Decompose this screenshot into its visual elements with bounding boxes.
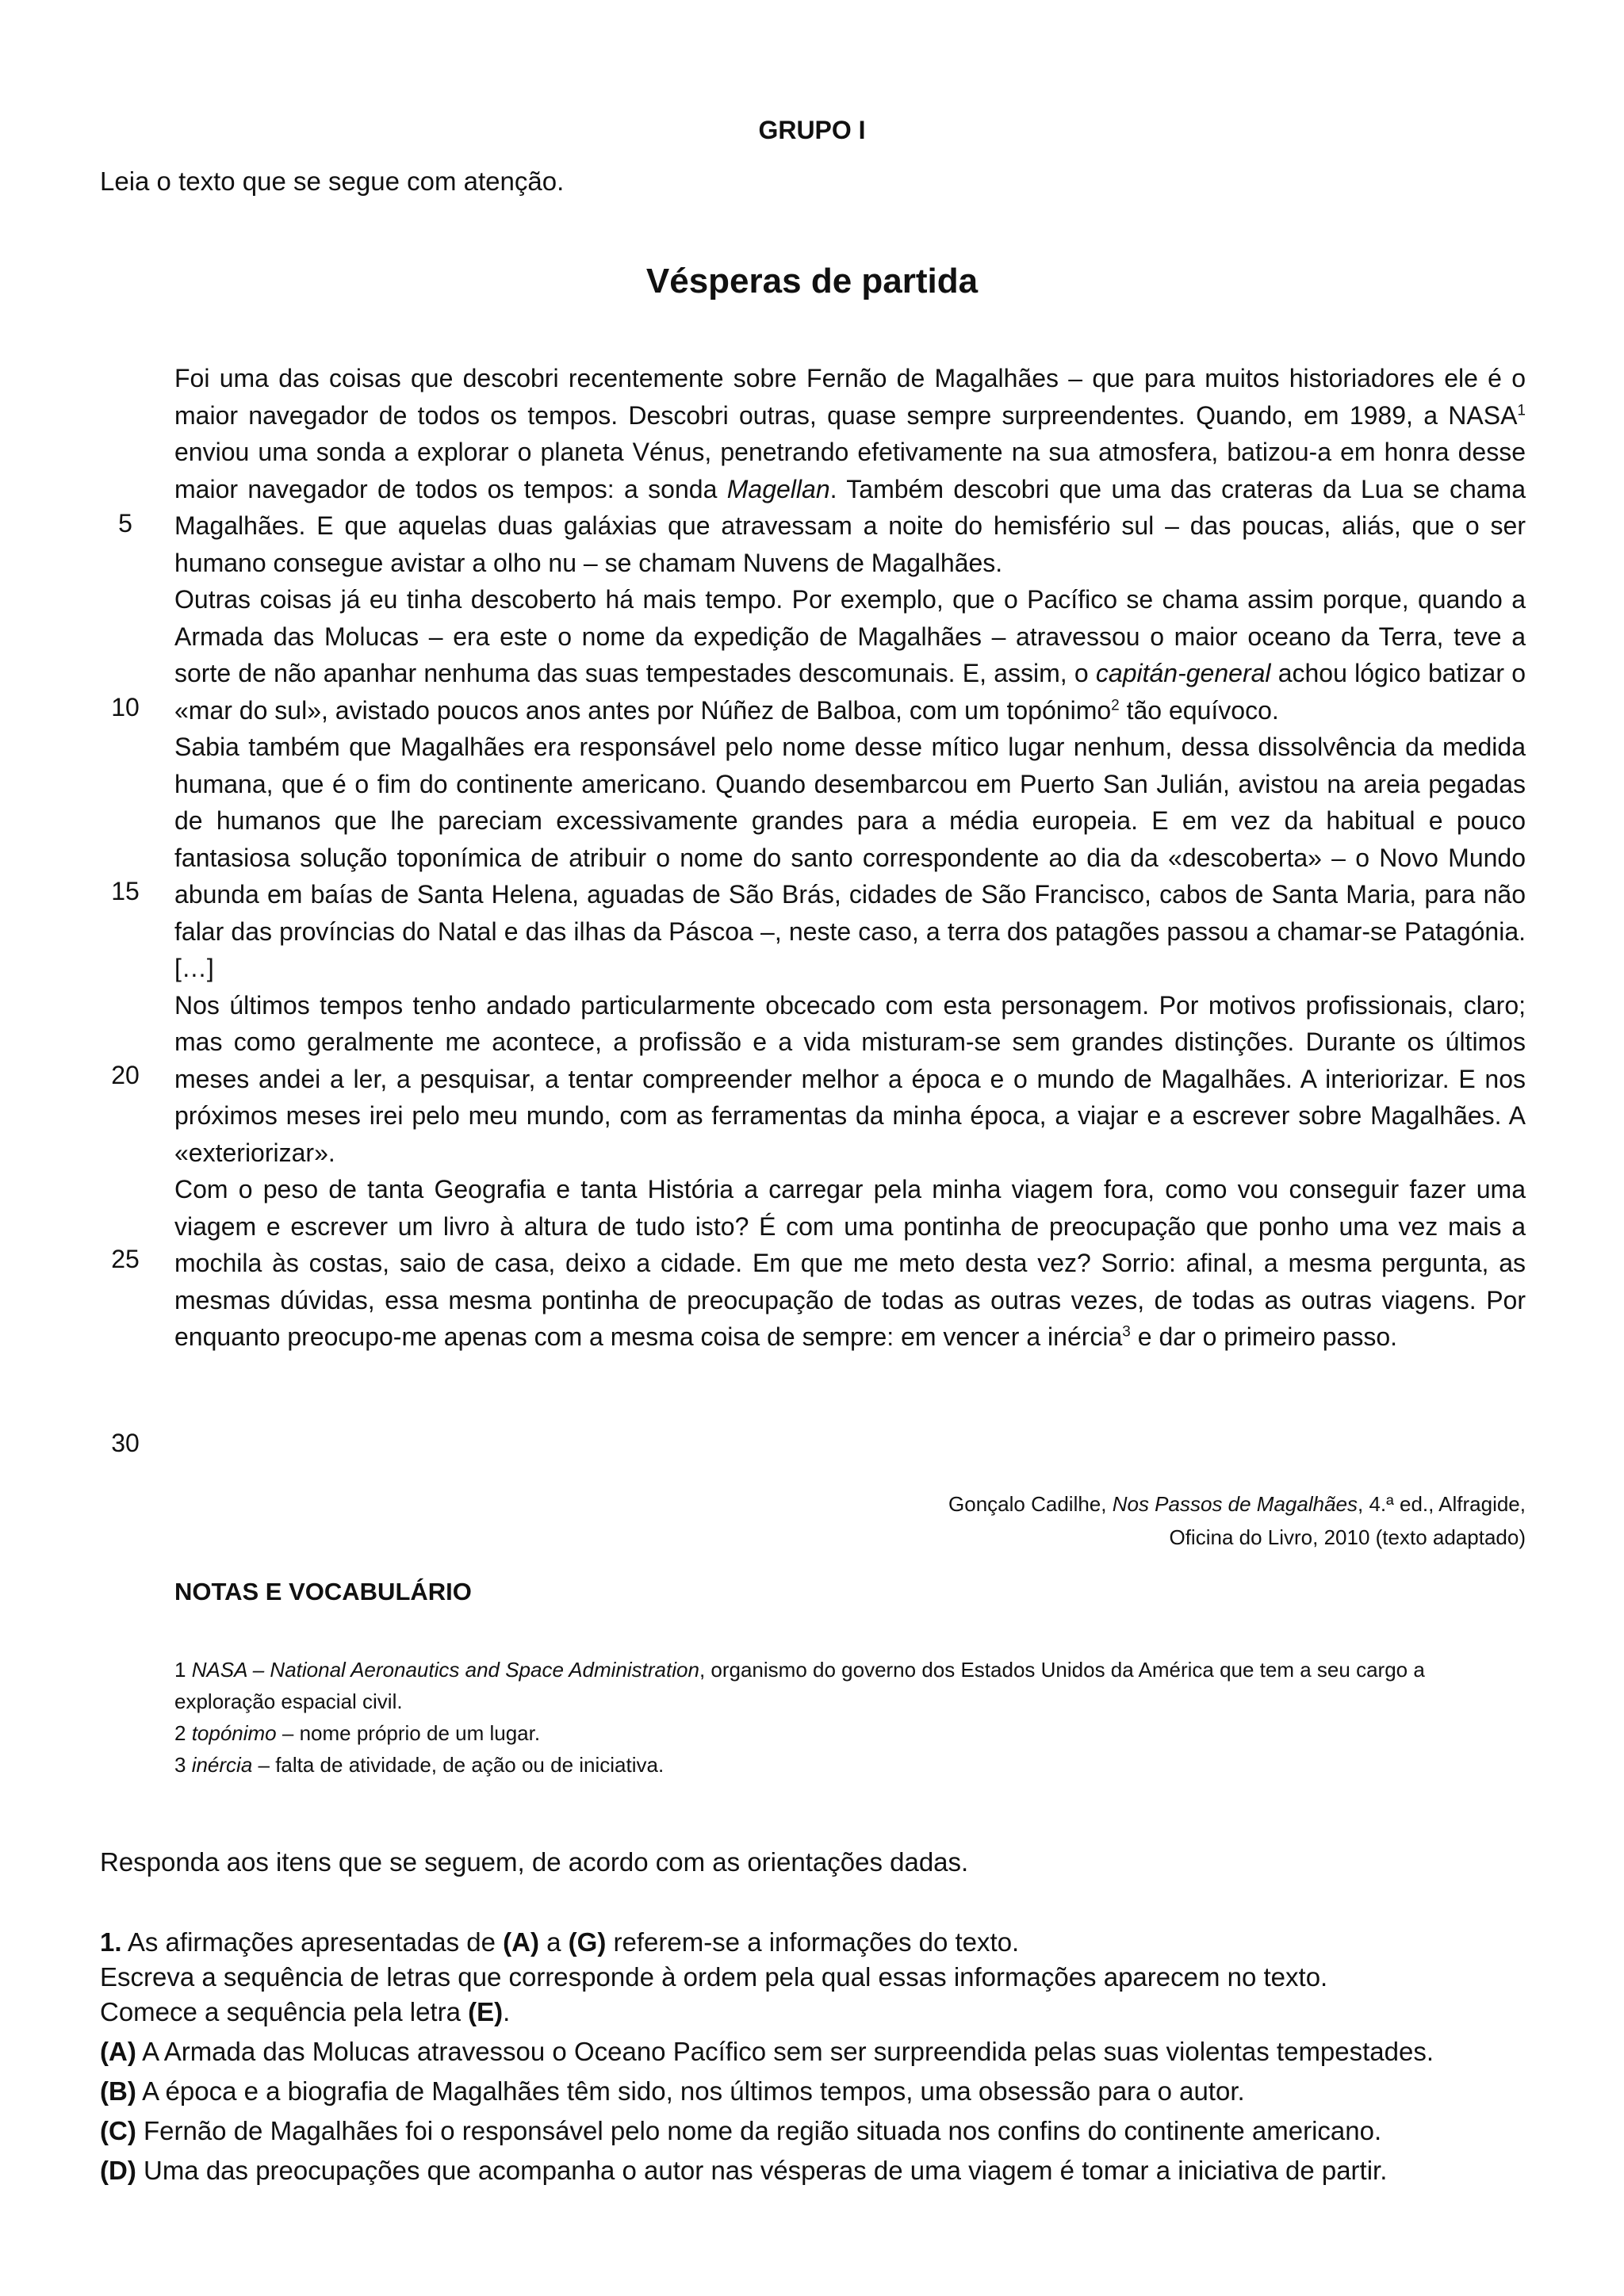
line-number: 15: [111, 877, 140, 905]
note-3: 3 inércia – falta de atividade, de ação ou de iniciativa.: [174, 1753, 665, 1777]
question-1-stem: 1. As afirmações apresentadas de (A) a (G) referem-se a informações do texto.: [100, 1927, 1020, 1957]
footnote-ref-1: 1: [1517, 401, 1526, 419]
line-number: 30: [111, 1429, 140, 1457]
notes-list: [174, 1654, 1526, 1781]
question-1-start: Comece a sequência pela letra (E).: [100, 1997, 511, 2026]
paragraph-2: Outras coisas já eu tinha descoberto há mais tempo. Por exemplo, que o Pacífico se chama assim porque, quando a Armada das Molucas – era este o nome da expedição de Magalhães – atravessou o maior oceano da Terra, teve a sorte de não apanhar nenhuma das suas tempestades descomunais. E, assim, o capitán-general achou lógico batizar o «mar do sul», avistado poucos anos antes por Núñez de Balboa, com um topónimo$^2$ tão equívoco.: [174, 585, 1526, 725]
paragraph-1: Foi uma das coisas que descobri recentemente sobre Fernão de Magalhães – que para muitos historiadores ele é o maior navegador de todos os tempos. Descobri outras, quase sempre surpreendentes. Quando, em 1989, a NASA$^1$ enviou uma sonda a explorar o planeta Vénus, penetrando efetivamente na sua atmosfera, batizou-a em honra desse maior navegador de todos os tempos: a sonda Magellan. Também descobri que uma das crateras da Lua se chama Magalhães. E que aquelas duas galáxias que atravessam a noite do hemisfério sul – das poucas, aliás, que o ser humano consegue avistar a olho nu – se chamam Nuvens de Magalhães.: [174, 364, 1526, 577]
option-d: (D) Uma das preocupações que acompanha o autor nas vésperas de uma viagem é tomar a iniciativa de partir.: [100, 2156, 1388, 2185]
option-b: (B) A época e a biografia de Magalhães têm sido, nos últimos tempos, uma obsessão para o autor.: [100, 2076, 1245, 2106]
question-1-instruction: Escreva a sequência de letras que corresponde à ordem pela qual essas informações aparecem no texto.: [100, 1962, 1328, 1992]
option-c: (C) Fernão de Magalhães foi o responsável pelo nome da região situada nos confins do continente americano.: [100, 2116, 1382, 2145]
option-a: (A) A Armada das Molucas atravessou o Oceano Pacífico sem ser surpreendida pelas suas violentas tempestades.: [100, 2037, 1434, 2066]
notes-title: NOTAS E VOCABULÁRIO: [174, 1578, 472, 1605]
footnote-ref-3: 3: [1122, 1323, 1131, 1341]
paragraph-3: Sabia também que Magalhães era responsável pelo nome desse mítico lugar nenhum, dessa dissolvência da medida humana, que é o fim do continente americano. Quando desembarcou em Puerto San Julián, avistou na areia pegadas de humanos que lhe pareciam excessivamente grandes para a média europeia. E em vez da habitual e pouco fantasiosa solução toponímica de atribuir o nome do santo correspondente ao dia da «descoberta» – o Novo Mundo abunda em baías de Santa Helena, aguadas de São Brás, cidades de São Francisco, cabos de Santa Maria, para não falar das províncias do Natal e das ilhas da Páscoa –, neste caso, a terra dos patagões passou a chamar-se Patagónia. […]: [174, 733, 1526, 982]
text-title: Vésperas de partida: [645, 262, 979, 300]
footnote-ref-2: 2: [1111, 696, 1120, 714]
line-number: 20: [111, 1061, 140, 1089]
note-1: 1 NASA – National Aeronautics and Space Administration, organismo do governo dos Estados Unidos da América que tem a seu cargo a exploração espacial civil.: [174, 1658, 1425, 1713]
line-number: 25: [111, 1245, 140, 1273]
line-number: 5: [118, 509, 132, 538]
source-citation: Gonçalo Cadilhe, Nos Passos de Magalhães, 4.ª ed., Alfragide, Oficina do Livro, 2010 (texto adaptado): [948, 1492, 1526, 1549]
answer-instructions: Responda aos itens que se seguem, de acordo com as orientações dadas.: [100, 1847, 969, 1877]
paragraph-4: Nos últimos tempos tenho andado particularmente obcecado com esta personagem. Por motivos profissionais, claro; mas como geralmente me acontece, a profissão e a vida misturam-se sem grandes distinções. Durante os últimos meses andei a ler, a pesquisar, a tentar compreender melhor a época e o mundo de Magalhães. A interiorizar. E nos próximos meses irei pelo meu mundo, com as ferramentas da minha época, a viajar e a escrever sobre Magalhães. A «exteriorizar».: [174, 990, 1526, 1167]
question-1: [100, 1925, 1551, 2188]
reading-instruction: Leia o texto que se segue com atenção.: [100, 166, 565, 196]
main-text: [174, 360, 1526, 1356]
note-2: 2 topónimo – nome próprio de um lugar.: [174, 1721, 541, 1745]
paragraph-5: Com o peso de tanta Geografia e tanta História a carregar pela minha viagem fora, como vou conseguir fazer uma viagem e escrever um livro à altura de tudo isto? É com uma pontinha de preocupação que ponho uma vez mais a mochila às costas, saio de casa, deixo a cidade. Em que me meto desta vez? Sorrio: afinal, a mesma pergunta, as mesmas dúvidas, essa mesma pontinha de preocupação de todas as outras vezes, de todas as outras viagens. Por enquanto preocupo-me apenas com a mesma coisa de sempre: em vencer a inércia$^3$ e dar o primeiro passo.: [174, 1175, 1526, 1351]
group-title: GRUPO I: [758, 116, 866, 144]
line-number: 10: [111, 693, 140, 721]
